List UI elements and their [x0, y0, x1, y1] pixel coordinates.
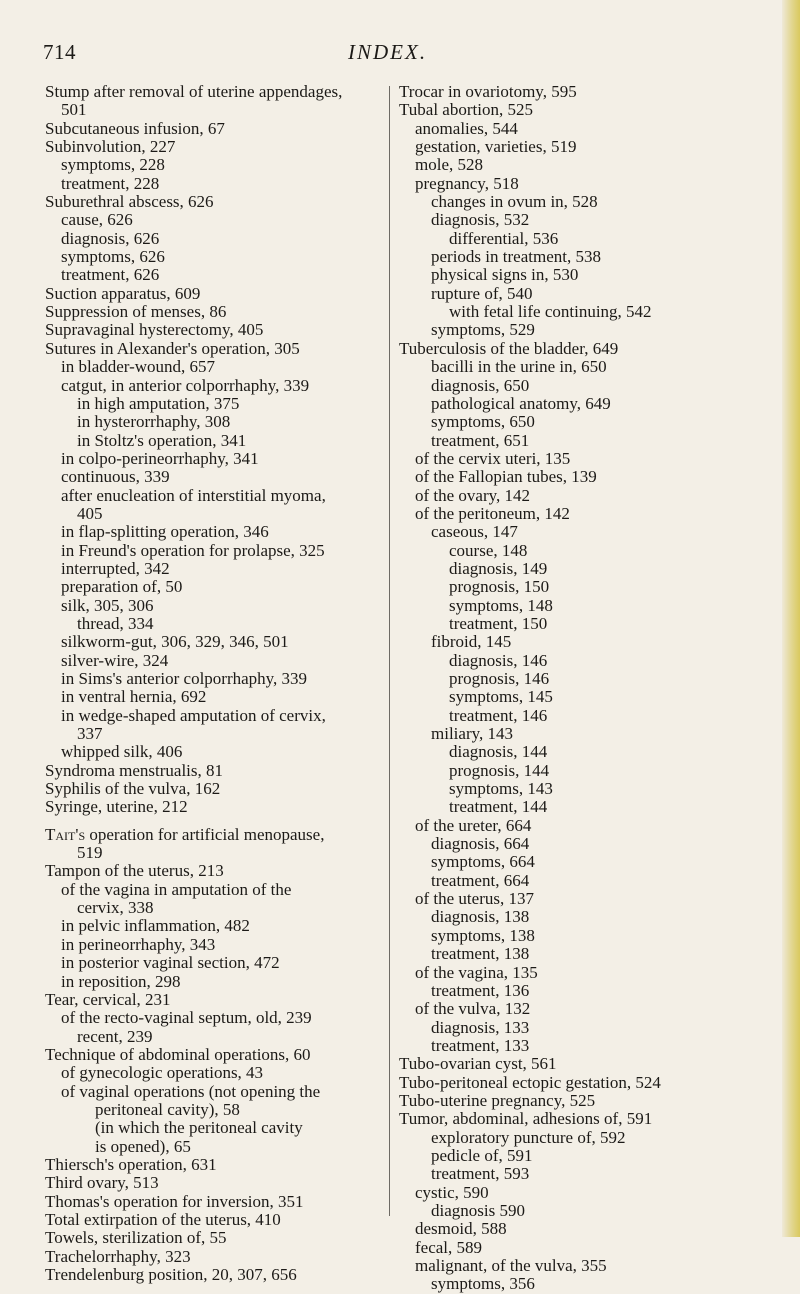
index-subentry: gestation, varieties, 519 [415, 137, 577, 157]
index-subentry: in flap-splitting operation, 346 [61, 522, 269, 542]
index-heading: Suppression of menses, 86 [45, 302, 227, 322]
index-subentry: symptoms, 626 [61, 247, 165, 267]
index-subentry: silkworm-gut, 306, 329, 346, 501 [61, 632, 289, 652]
index-subentry: of the ureter, 664 [415, 815, 532, 835]
index-subentry: bacilli in the urine in, 650 [431, 357, 607, 377]
index-subentry: catgut, in anterior colporrhaphy, 339 [61, 375, 310, 395]
index-subentry: desmoid, 588 [415, 1219, 507, 1239]
index-subentry: is opened), 65 [95, 1136, 191, 1156]
index-column-right [399, 83, 784, 1294]
index-subentry: pedicle of, 591 [431, 1145, 533, 1165]
index-heading: Syphilis of the vulva, 162 [45, 779, 221, 799]
index-subentry: diagnosis, 650 [431, 375, 530, 395]
index-subentry: diagnosis, 133 [431, 1017, 530, 1037]
index-heading: Subcutaneous infusion, 67 [45, 118, 225, 138]
index-subentry: anomalies, 544 [415, 118, 518, 138]
index-column-left [45, 83, 380, 1284]
index-subentry: in pelvic inflammation, 482 [61, 916, 250, 936]
index-subentry: of the vulva, 132 [415, 999, 531, 1019]
index-heading: Sutures in Alexander's operation, 305 [45, 338, 300, 358]
index-heading: Technique of abdominal operations, 60 [45, 1044, 311, 1064]
index-subentry: prognosis, 144 [449, 760, 550, 780]
index-heading: Stump after removal of uterine appendages, [45, 82, 343, 101]
index-subentry: pathological anatomy, 649 [431, 393, 611, 413]
index-subentry: in ventral hernia, 692 [61, 687, 207, 707]
index-subentry: symptoms, 356 [431, 1274, 535, 1294]
index-subentry: diagnosis, 146 [449, 650, 548, 670]
index-heading: Suction apparatus, 609 [45, 283, 201, 303]
index-subentry: with fetal life continuing, 542 [449, 302, 652, 322]
index-subentry: in reposition, 298 [61, 971, 181, 991]
index-subentry: treatment, 133 [431, 1035, 530, 1055]
index-subentry: prognosis, 146 [449, 669, 550, 688]
index-subentry: symptoms, 529 [431, 320, 535, 340]
index-subentry: diagnosis, 138 [431, 907, 530, 927]
index-subentry: diagnosis, 664 [431, 834, 530, 854]
index-subentry: diagnosis 590 [431, 1200, 525, 1220]
index-subentry: caseous, 147 [431, 522, 518, 542]
index-subentry: diagnosis, 149 [449, 558, 548, 578]
index-subentry: of the cervix uteri, 135 [415, 448, 571, 468]
index-subentry: whipped silk, 406 [61, 742, 183, 762]
index-subentry: of the uterus, 137 [415, 889, 534, 909]
index-heading: Tubo-uterine pregnancy, 525 [399, 1090, 596, 1110]
index-subentry: interrupted, 342 [61, 558, 170, 578]
index-subentry: of gynecologic operations, 43 [61, 1063, 264, 1083]
index-subentry: in perineorrhaphy, 343 [61, 934, 216, 954]
index-subentry: treatment, 136 [431, 980, 530, 1000]
index-subentry: fecal, 589 [415, 1237, 483, 1257]
index-subentry: course, 148 [449, 540, 528, 560]
index-subentry: symptoms, 143 [449, 779, 553, 799]
index-subentry: of the Fallopian tubes, 139 [415, 467, 597, 487]
index-subentry: 519 [77, 843, 103, 863]
index-heading: Tumor, abdominal, adhesions of, 591 [399, 1109, 653, 1129]
index-subentry: symptoms, 148 [449, 595, 553, 615]
index-heading: Third ovary, 513 [45, 1173, 159, 1193]
index-subentry: treatment, 138 [431, 944, 530, 964]
index-heading: Tait's operation for artificial menopause, [45, 824, 325, 844]
index-subentry: of the peritoneum, 142 [415, 503, 570, 523]
index-subentry: symptoms, 228 [61, 155, 165, 175]
page-edge [782, 0, 800, 1237]
index-heading: Subinvolution, 227 [45, 137, 176, 157]
index-subentry: treatment, 664 [431, 870, 530, 890]
index-subentry: symptoms, 664 [431, 852, 535, 872]
running-head: INDEX. [348, 40, 428, 64]
index-subentry: silver-wire, 324 [61, 650, 169, 670]
index-subentry: treatment, 593 [431, 1164, 530, 1184]
index-subentry: cause, 626 [61, 210, 133, 230]
index-heading: Syringe, uterine, 212 [45, 797, 188, 817]
index-subentry: in hysterorrhaphy, 308 [77, 412, 231, 432]
index-heading: Total extirpation of the uterus, 410 [45, 1209, 281, 1229]
index-subentry: in Freund's operation for prolapse, 325 [61, 540, 325, 560]
index-subentry: periods in treatment, 538 [431, 247, 601, 267]
index-subentry: symptoms, 650 [431, 412, 535, 432]
index-subentry: 337 [77, 724, 103, 744]
index-heading: Thiersch's operation, 631 [45, 1154, 217, 1174]
index-subentry: treatment, 150 [449, 613, 548, 633]
index-subentry: miliary, 143 [431, 724, 513, 744]
index-heading: Trocar in ovariotomy, 595 [399, 82, 577, 101]
index-subentry: cystic, 590 [415, 1182, 489, 1202]
index-subentry: diagnosis, 626 [61, 228, 160, 248]
index-heading: Syndroma menstrualis, 81 [45, 760, 224, 780]
index-subentry: in Stoltz's operation, 341 [77, 430, 247, 450]
index-subentry: in Sims's anterior colporrhaphy, 339 [61, 669, 308, 688]
index-subentry: differential, 536 [449, 228, 559, 248]
index-subentry: recent, 239 [77, 1026, 153, 1046]
index-subentry: (in which the peritoneal cavity [95, 1118, 303, 1138]
column-divider [389, 86, 390, 1216]
index-subentry: symptoms, 138 [431, 925, 535, 945]
index-heading: Tuberculosis of the bladder, 649 [399, 338, 619, 358]
index-subentry: physical signs in, 530 [431, 265, 579, 285]
index-subentry: diagnosis, 144 [449, 742, 548, 762]
index-heading: Tampon of the uterus, 213 [45, 861, 224, 881]
index-subentry: treatment, 651 [431, 430, 530, 450]
index-subentry: rupture of, 540 [431, 283, 533, 303]
index-subentry: in high amputation, 375 [77, 393, 240, 413]
index-subentry: treatment, 228 [61, 173, 160, 193]
index-subentry: preparation of, 50 [61, 577, 183, 597]
index-heading: Tear, cervical, 231 [45, 989, 171, 1009]
index-subentry: prognosis, 150 [449, 577, 550, 597]
index-subentry: mole, 528 [415, 155, 483, 175]
index-subentry: pregnancy, 518 [415, 173, 519, 193]
index-subentry: in colpo-perineorrhaphy, 341 [61, 448, 259, 468]
index-subentry: fibroid, 145 [431, 632, 512, 652]
index-subentry: thread, 334 [77, 613, 154, 633]
index-subentry: malignant, of the vulva, 355 [415, 1256, 607, 1275]
index-heading: Towels, sterilization of, 55 [45, 1228, 227, 1248]
index-subentry: treatment, 146 [449, 705, 548, 725]
index-heading: Supravaginal hysterectomy, 405 [45, 320, 264, 340]
page-number: 714 [43, 40, 76, 64]
index-subentry: treatment, 626 [61, 265, 160, 285]
index-subentry: exploratory puncture of, 592 [431, 1127, 626, 1147]
index-heading: Thomas's operation for inversion, 351 [45, 1191, 304, 1211]
page-header [0, 40, 800, 70]
index-subentry: in posterior vaginal section, 472 [61, 953, 280, 973]
index-heading: Trendelenburg position, 20, 307, 656 [45, 1265, 297, 1284]
index-subentry: treatment, 144 [449, 797, 548, 817]
index-subentry: symptoms, 145 [449, 687, 553, 707]
index-heading: Suburethral abscess, 626 [45, 192, 214, 212]
index-subentry: 405 [77, 503, 103, 523]
index-heading: Tubal abortion, 525 [399, 100, 533, 120]
index-subentry: of the recto-vaginal septum, old, 239 [61, 1008, 312, 1028]
index-subentry: in bladder-wound, 657 [61, 357, 216, 377]
index-heading: Tubo-ovarian cyst, 561 [399, 1054, 557, 1074]
index-subentry: silk, 305, 306 [61, 595, 154, 615]
index-subentry: cervix, 338 [77, 898, 154, 918]
index-subentry: after enucleation of interstitial myoma, [61, 485, 326, 505]
index-heading: Trachelorrhaphy, 323 [45, 1246, 191, 1266]
index-subentry: of the ovary, 142 [415, 485, 531, 505]
index-subentry: in wedge-shaped amputation of cervix, [61, 705, 326, 725]
index-subentry: of vaginal operations (not opening the [61, 1081, 321, 1101]
index-subentry: changes in ovum in, 528 [431, 192, 598, 212]
index-subentry: continuous, 339 [61, 467, 170, 487]
index-subentry: peritoneal cavity), 58 [95, 1099, 240, 1119]
index-subentry: of the vagina in amputation of the [61, 879, 292, 899]
index-heading: Tubo-peritoneal ectopic gestation, 524 [399, 1072, 661, 1092]
index-subentry: of the vagina, 135 [415, 962, 538, 982]
index-subentry: diagnosis, 532 [431, 210, 530, 230]
smallcaps-term: Tait's [45, 824, 86, 844]
index-subentry: 501 [61, 100, 87, 120]
